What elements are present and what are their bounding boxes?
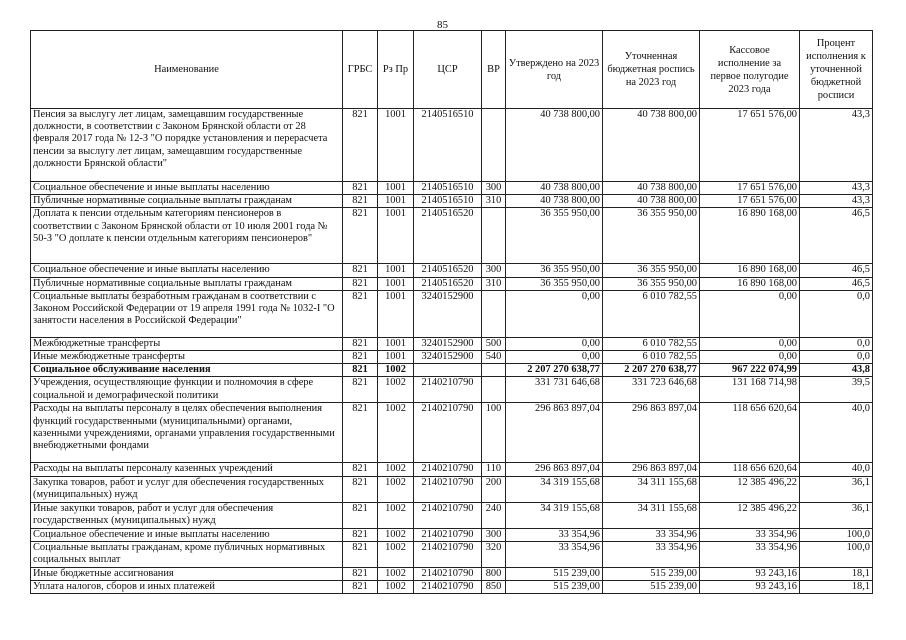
row-refined-cell: 515 239,00 — [603, 567, 700, 580]
row-refined-cell: 34 311 155,68 — [603, 502, 700, 528]
row-grbs-cell: 821 — [343, 109, 378, 182]
row-approved-cell: 33 354,96 — [506, 541, 603, 567]
row-approved-cell: 2 207 270 638,77 — [506, 364, 603, 377]
row-name-cell: Социальные выплаты безработным гражданам в соответствии с Законом Российской Федерации от 19 апреля 1991 года № 1032-I "О занятости населения в Российской Федерации" — [31, 290, 343, 337]
row-vr-cell: 310 — [482, 277, 506, 290]
row-cash-cell: 93 243,16 — [700, 581, 800, 594]
row-grbs-cell: 821 — [343, 364, 378, 377]
column-header-grbs: ГРБС — [343, 31, 378, 109]
row-name-cell: Социальное обеспечение и иные выплаты населению — [31, 264, 343, 277]
row-percent-cell: 18,1 — [800, 567, 873, 580]
row-name-cell: Уплата налогов, сборов и иных платежей — [31, 581, 343, 594]
column-header-refined: Уточненная бюджетная роспись на 2023 год — [603, 31, 700, 109]
row-approved-cell: 36 355 950,00 — [506, 264, 603, 277]
row-refined-cell: 40 738 800,00 — [603, 195, 700, 208]
row-rzpr-cell: 1001 — [378, 109, 414, 182]
row-vr-cell: 310 — [482, 195, 506, 208]
row-csr-cell: 2140210790 — [414, 476, 482, 502]
row-refined-cell: 2 207 270 638,77 — [603, 364, 700, 377]
row-refined-cell: 33 354,96 — [603, 528, 700, 541]
row-rzpr-cell: 1002 — [378, 476, 414, 502]
row-name-cell: Расходы на выплаты персоналу казенных учреждений — [31, 463, 343, 476]
row-grbs-cell: 821 — [343, 403, 378, 463]
row-refined-cell: 6 010 782,55 — [603, 290, 700, 337]
row-vr-cell: 100 — [482, 403, 506, 463]
row-percent-cell: 39,5 — [800, 377, 873, 403]
row-grbs-cell: 821 — [343, 351, 378, 364]
row-csr-cell: 3240152900 — [414, 337, 482, 350]
row-name-cell: Публичные нормативные социальные выплаты гражданам — [31, 195, 343, 208]
row-name-cell: Межбюджетные трансферты — [31, 337, 343, 350]
row-cash-cell: 17 651 576,00 — [700, 109, 800, 182]
row-refined-cell: 331 723 646,68 — [603, 377, 700, 403]
row-grbs-cell: 821 — [343, 476, 378, 502]
row-grbs-cell: 821 — [343, 277, 378, 290]
row-csr-cell: 2140516520 — [414, 277, 482, 290]
row-name-cell: Закупка товаров, работ и услуг для обеспечения государственных (муниципальных) нужд — [31, 476, 343, 502]
row-cash-cell: 12 385 496,22 — [700, 502, 800, 528]
row-percent-cell: 46,5 — [800, 264, 873, 277]
row-percent-cell: 40,0 — [800, 463, 873, 476]
row-csr-cell: 2140516520 — [414, 264, 482, 277]
row-csr-cell — [414, 364, 482, 377]
column-header-rzpr: Рз Пр — [378, 31, 414, 109]
row-refined-cell: 40 738 800,00 — [603, 109, 700, 182]
row-cash-cell: 118 656 620,64 — [700, 403, 800, 463]
column-header-cash: Кассовое исполнение за первое полугодие 2023 года — [700, 31, 800, 109]
row-rzpr-cell: 1002 — [378, 403, 414, 463]
row-name-cell: Социальные выплаты гражданам, кроме публичных нормативных социальных выплат — [31, 541, 343, 567]
table-row — [31, 567, 873, 580]
column-header-name: Наименование — [31, 31, 343, 109]
table-row — [31, 463, 873, 476]
table-row — [31, 476, 873, 502]
row-rzpr-cell: 1002 — [378, 463, 414, 476]
row-percent-cell: 100,0 — [800, 528, 873, 541]
row-rzpr-cell: 1001 — [378, 208, 414, 264]
row-approved-cell: 515 239,00 — [506, 581, 603, 594]
row-refined-cell: 6 010 782,55 — [603, 351, 700, 364]
table-header-row — [31, 31, 873, 109]
row-refined-cell: 40 738 800,00 — [603, 182, 700, 195]
row-name-cell: Расходы на выплаты персоналу в целях обеспечения выполнения функций государственными (муниципальными) органами, казенными учреждениями, органами управления государственными внебюджетными фондами — [31, 403, 343, 463]
row-name-cell: Иные межбюджетные трансферты — [31, 351, 343, 364]
row-grbs-cell: 821 — [343, 528, 378, 541]
row-name-cell: Доплата к пенсии отдельным категориям пенсионеров в соответствии с Законом Брянской области от 10 июля 2001 года № 50-З "О доплате к пенсии отдельным категориям пенсионеров" — [31, 208, 343, 264]
row-name-cell: Учреждения, осуществляющие функции и полномочия в сфере социальной и демографической политики — [31, 377, 343, 403]
row-rzpr-cell: 1001 — [378, 182, 414, 195]
table-row — [31, 290, 873, 337]
row-vr-cell: 200 — [482, 476, 506, 502]
row-cash-cell: 0,00 — [700, 337, 800, 350]
row-name-cell: Публичные нормативные социальные выплаты гражданам — [31, 277, 343, 290]
row-rzpr-cell: 1001 — [378, 337, 414, 350]
row-csr-cell: 2140516510 — [414, 195, 482, 208]
row-rzpr-cell: 1002 — [378, 581, 414, 594]
row-csr-cell: 2140210790 — [414, 463, 482, 476]
row-rzpr-cell: 1001 — [378, 351, 414, 364]
row-percent-cell: 0,0 — [800, 290, 873, 337]
row-cash-cell: 0,00 — [700, 351, 800, 364]
row-vr-cell: 300 — [482, 182, 506, 195]
row-approved-cell: 296 863 897,04 — [506, 463, 603, 476]
row-rzpr-cell: 1001 — [378, 264, 414, 277]
table-row — [31, 403, 873, 463]
row-approved-cell: 0,00 — [506, 290, 603, 337]
table-row — [31, 182, 873, 195]
row-cash-cell: 16 890 168,00 — [700, 277, 800, 290]
row-percent-cell: 43,3 — [800, 182, 873, 195]
row-approved-cell: 34 319 155,68 — [506, 502, 603, 528]
row-vr-cell — [482, 377, 506, 403]
row-cash-cell: 12 385 496,22 — [700, 476, 800, 502]
table-row — [31, 109, 873, 182]
row-refined-cell: 296 863 897,04 — [603, 463, 700, 476]
row-csr-cell: 2140210790 — [414, 528, 482, 541]
row-csr-cell: 2140516520 — [414, 208, 482, 264]
row-grbs-cell: 821 — [343, 502, 378, 528]
row-vr-cell: 300 — [482, 264, 506, 277]
row-vr-cell — [482, 109, 506, 182]
table-row — [31, 208, 873, 264]
row-grbs-cell: 821 — [343, 541, 378, 567]
row-rzpr-cell: 1002 — [378, 528, 414, 541]
row-vr-cell: 240 — [482, 502, 506, 528]
row-percent-cell: 46,5 — [800, 208, 873, 264]
row-vr-cell: 500 — [482, 337, 506, 350]
row-percent-cell: 40,0 — [800, 403, 873, 463]
row-rzpr-cell: 1002 — [378, 541, 414, 567]
row-approved-cell: 34 319 155,68 — [506, 476, 603, 502]
row-cash-cell: 17 651 576,00 — [700, 195, 800, 208]
row-grbs-cell: 821 — [343, 567, 378, 580]
row-vr-cell: 110 — [482, 463, 506, 476]
row-name-cell: Социальное обеспечение и иные выплаты населению — [31, 182, 343, 195]
row-percent-cell: 36,1 — [800, 476, 873, 502]
row-refined-cell: 34 311 155,68 — [603, 476, 700, 502]
row-percent-cell: 18,1 — [800, 581, 873, 594]
row-grbs-cell: 821 — [343, 337, 378, 350]
row-rzpr-cell: 1002 — [378, 502, 414, 528]
row-approved-cell: 40 738 800,00 — [506, 195, 603, 208]
row-rzpr-cell: 1001 — [378, 277, 414, 290]
row-refined-cell: 33 354,96 — [603, 541, 700, 567]
row-csr-cell: 2140210790 — [414, 567, 482, 580]
row-cash-cell: 93 243,16 — [700, 567, 800, 580]
row-rzpr-cell: 1001 — [378, 195, 414, 208]
row-percent-cell: 43,3 — [800, 109, 873, 182]
table-row — [31, 364, 873, 377]
row-grbs-cell: 821 — [343, 581, 378, 594]
row-refined-cell: 36 355 950,00 — [603, 277, 700, 290]
row-approved-cell: 36 355 950,00 — [506, 208, 603, 264]
row-refined-cell: 36 355 950,00 — [603, 264, 700, 277]
row-approved-cell: 0,00 — [506, 351, 603, 364]
row-cash-cell: 0,00 — [700, 290, 800, 337]
row-percent-cell: 100,0 — [800, 541, 873, 567]
table-row — [31, 351, 873, 364]
table-row — [31, 528, 873, 541]
row-cash-cell: 118 656 620,64 — [700, 463, 800, 476]
row-name-cell: Социальное обеспечение и иные выплаты населению — [31, 528, 343, 541]
row-csr-cell: 3240152900 — [414, 351, 482, 364]
row-grbs-cell: 821 — [343, 290, 378, 337]
row-rzpr-cell: 1002 — [378, 567, 414, 580]
row-grbs-cell: 821 — [343, 195, 378, 208]
row-rzpr-cell: 1002 — [378, 364, 414, 377]
row-cash-cell: 967 222 074,99 — [700, 364, 800, 377]
row-percent-cell: 46,5 — [800, 277, 873, 290]
row-cash-cell: 33 354,96 — [700, 528, 800, 541]
table-body — [31, 109, 873, 594]
row-grbs-cell: 821 — [343, 264, 378, 277]
row-vr-cell — [482, 208, 506, 264]
row-vr-cell: 320 — [482, 541, 506, 567]
table-row — [31, 337, 873, 350]
row-grbs-cell: 821 — [343, 377, 378, 403]
row-grbs-cell: 821 — [343, 208, 378, 264]
row-percent-cell: 36,1 — [800, 502, 873, 528]
column-header-approved: Утверждено на 2023 год — [506, 31, 603, 109]
budget-table — [30, 30, 873, 594]
row-cash-cell: 33 354,96 — [700, 541, 800, 567]
table-row — [31, 502, 873, 528]
row-csr-cell: 2140516510 — [414, 109, 482, 182]
row-vr-cell — [482, 290, 506, 337]
row-vr-cell: 540 — [482, 351, 506, 364]
column-header-percent: Процент исполнения к уточненной бюджетной росписи — [800, 31, 873, 109]
row-cash-cell: 16 890 168,00 — [700, 264, 800, 277]
table-row — [31, 541, 873, 567]
row-approved-cell: 33 354,96 — [506, 528, 603, 541]
row-refined-cell: 36 355 950,00 — [603, 208, 700, 264]
row-vr-cell: 800 — [482, 567, 506, 580]
row-approved-cell: 515 239,00 — [506, 567, 603, 580]
row-approved-cell: 331 731 646,68 — [506, 377, 603, 403]
row-grbs-cell: 821 — [343, 463, 378, 476]
table-row — [31, 195, 873, 208]
row-cash-cell: 16 890 168,00 — [700, 208, 800, 264]
row-approved-cell: 36 355 950,00 — [506, 277, 603, 290]
table-row — [31, 377, 873, 403]
table-row — [31, 581, 873, 594]
row-rzpr-cell: 1001 — [378, 290, 414, 337]
row-cash-cell: 17 651 576,00 — [700, 182, 800, 195]
row-csr-cell: 2140210790 — [414, 502, 482, 528]
row-percent-cell: 0,0 — [800, 351, 873, 364]
row-name-cell: Иные бюджетные ассигнования — [31, 567, 343, 580]
column-header-csr: ЦСР — [414, 31, 482, 109]
row-rzpr-cell: 1002 — [378, 377, 414, 403]
row-approved-cell: 40 738 800,00 — [506, 182, 603, 195]
row-cash-cell: 131 168 714,98 — [700, 377, 800, 403]
row-refined-cell: 6 010 782,55 — [603, 337, 700, 350]
row-grbs-cell: 821 — [343, 182, 378, 195]
row-vr-cell: 300 — [482, 528, 506, 541]
row-csr-cell: 2140210790 — [414, 403, 482, 463]
row-approved-cell: 296 863 897,04 — [506, 403, 603, 463]
table-row — [31, 264, 873, 277]
row-vr-cell — [482, 364, 506, 377]
row-csr-cell: 3240152900 — [414, 290, 482, 337]
row-percent-cell: 43,8 — [800, 364, 873, 377]
row-name-cell: Социальное обслуживание населения — [31, 364, 343, 377]
row-csr-cell: 2140210790 — [414, 541, 482, 567]
row-vr-cell: 850 — [482, 581, 506, 594]
row-refined-cell: 296 863 897,04 — [603, 403, 700, 463]
column-header-vr: ВР — [482, 31, 506, 109]
row-percent-cell: 0,0 — [800, 337, 873, 350]
row-name-cell: Пенсия за выслугу лет лицам, замещавшим государственные должности, в соответствии с Законом Брянской области от 28 февраля 2017 года № 12-З "О порядке установления и перерасчета пенсии за выслугу лет лицам, замещавшим государственные должности Брянской области" — [31, 109, 343, 182]
row-csr-cell: 2140210790 — [414, 581, 482, 594]
table-row — [31, 277, 873, 290]
row-csr-cell: 2140516510 — [414, 182, 482, 195]
row-approved-cell: 40 738 800,00 — [506, 109, 603, 182]
row-approved-cell: 0,00 — [506, 337, 603, 350]
row-refined-cell: 515 239,00 — [603, 581, 700, 594]
page-number: 85 — [437, 19, 448, 31]
row-csr-cell: 2140210790 — [414, 377, 482, 403]
row-name-cell: Иные закупки товаров, работ и услуг для обеспечения государственных (муниципальных) нужд — [31, 502, 343, 528]
row-percent-cell: 43,3 — [800, 195, 873, 208]
